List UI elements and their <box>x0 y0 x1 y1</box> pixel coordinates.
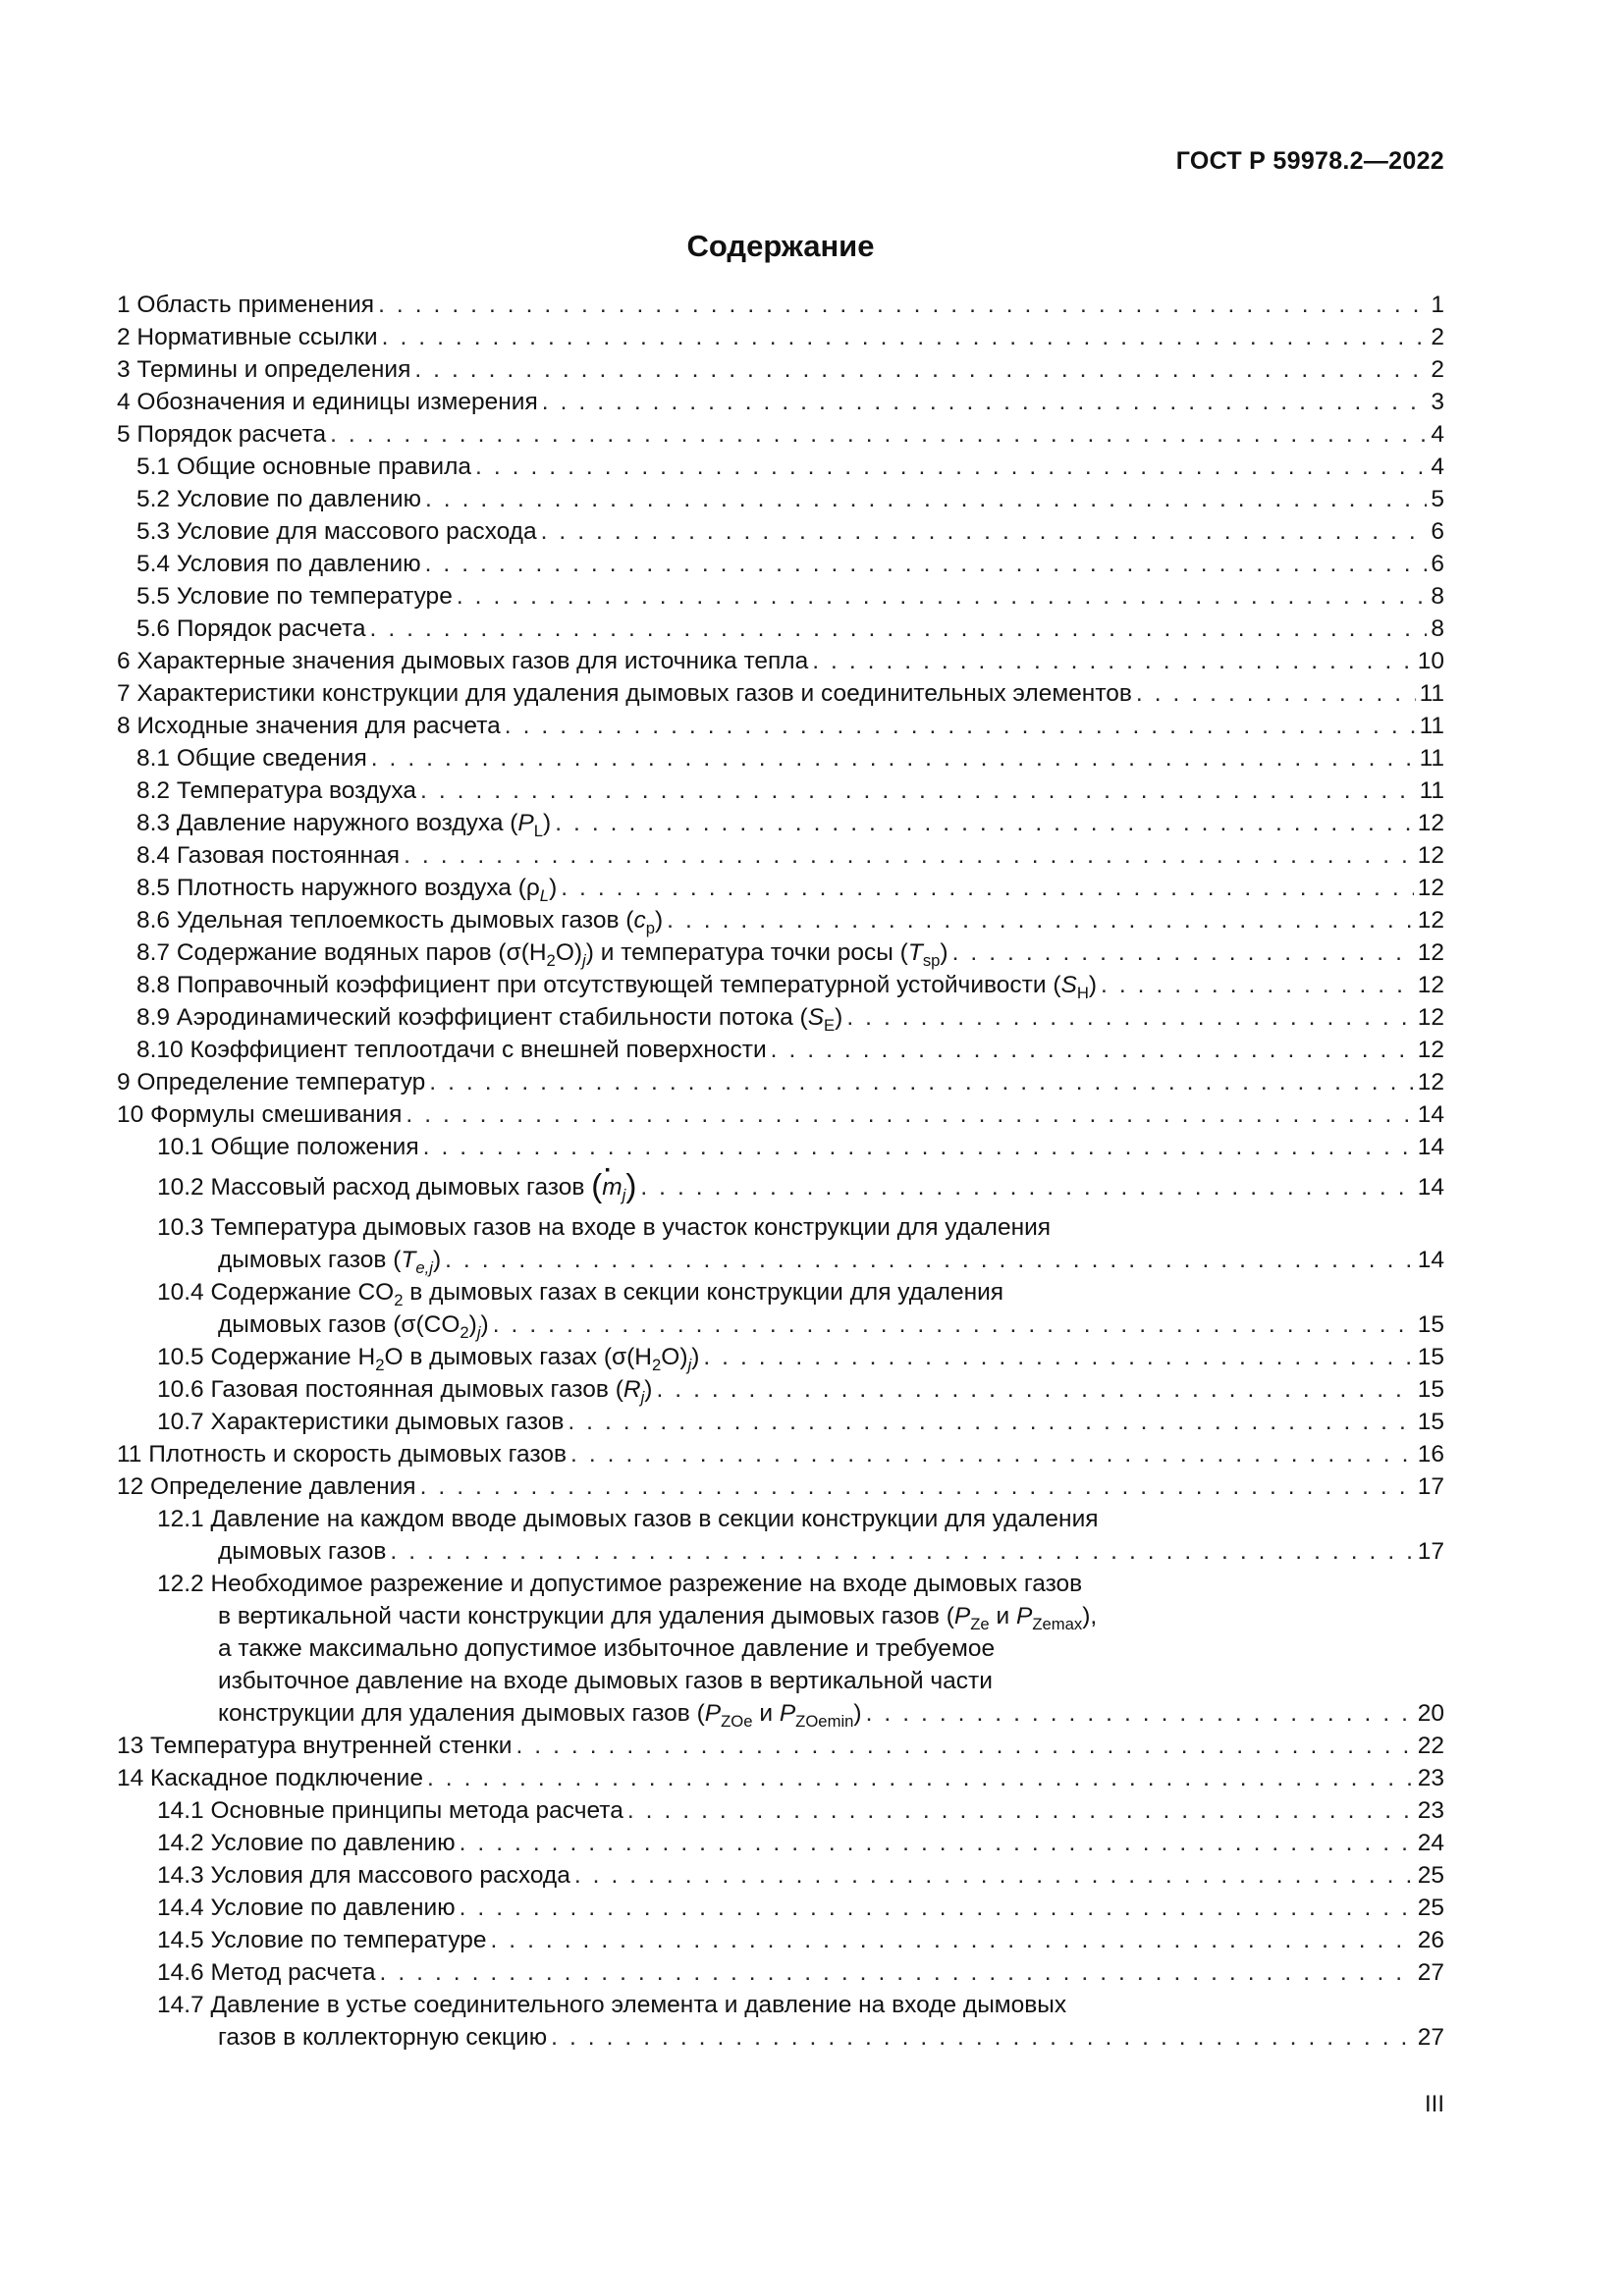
toc-entry[interactable]: 8 Исходные значения для расчета . . . 11 <box>117 710 1444 742</box>
toc-entry[interactable]: 13 Температура внутренней стенки . . . 22 <box>117 1730 1444 1762</box>
toc-entry[interactable]: 8.10 Коэффициент теплоотдачи с внешней поверхности . . . 12 <box>117 1034 1444 1066</box>
document-code: ГОСТ Р 59978.2—2022 <box>1175 147 1444 175</box>
toc-entry[interactable]: 10.1 Общие положения . . . 14 <box>117 1131 1444 1163</box>
toc-entry[interactable]: 10.6 Газовая постоянная дымовых газов $(R_j)$ . . . 15 <box>117 1373 1444 1406</box>
toc-entry[interactable]: 9 Определение температур . . . 12 <box>117 1066 1444 1098</box>
toc-entry[interactable]: дымовых газов $(T_{e,j})$ . . . 14 <box>117 1244 1444 1276</box>
table-of-contents <box>117 289 1444 2054</box>
toc-entry[interactable]: 12 Определение давления . . . 17 <box>117 1470 1444 1503</box>
toc-entry[interactable]: 11 Плотность и скорость дымовых газов . . . 16 <box>117 1438 1444 1470</box>
toc-entry[interactable]: 2 Нормативные ссылки . . . 2 <box>117 321 1444 353</box>
toc-entry[interactable]: 8.3 Давление наружного воздуха $(P_L)$ . . . 12 <box>117 807 1444 839</box>
toc-entry[interactable]: 8.2 Температура воздуха . . . 11 <box>117 774 1444 807</box>
toc-entry[interactable]: 14.5 Условие по температуре . . . 26 <box>117 1924 1444 1956</box>
toc-entry[interactable]: 10.7 Характеристики дымовых газов . . . 15 <box>117 1406 1444 1438</box>
toc-entry[interactable]: 8.5 Плотность наружного воздуха $(\rho_L)$ . . . 12 <box>117 872 1444 904</box>
toc-entry-line[interactable]: избыточное давление на входе дымовых газов в вертикальной части <box>218 1668 993 1694</box>
toc-entry[interactable]: 1 Область применения . . . 1 <box>117 289 1444 321</box>
toc-entry[interactable]: 8.8 Поправочный коэффициент при отсутствующей температурной устойчивости $(S_H)$ . . . 12 <box>117 969 1444 1001</box>
toc-entry[interactable]: 14.2 Условие по давлению . . . 24 <box>117 1827 1444 1859</box>
toc-entry[interactable]: 5.2 Условие по давлению . . . 5 <box>117 483 1444 515</box>
toc-entry[interactable]: 8.7 Содержание водяных паров $(\sigma(H_2O)_j)$ и температура точки росы $(T_{sp})$ . . . 12 <box>117 936 1444 969</box>
toc-entry-line[interactable]: в вертикальной части конструкции для удаления дымовых газов ($P_{Ze}$ и $P_{Zemax}$), <box>218 1603 1098 1633</box>
page-number: III <box>1424 2091 1444 2117</box>
toc-entry[interactable]: 14.6 Метод расчета . . . 27 <box>117 1956 1444 1989</box>
toc-entry[interactable]: 4 Обозначения и единицы измерения . . . 3 <box>117 386 1444 418</box>
toc-entry[interactable]: 8.1 Общие сведения . . . 11 <box>117 742 1444 774</box>
toc-entry[interactable]: 5.5 Условие по температуре . . . 8 <box>117 580 1444 613</box>
toc-entry[interactable]: 6 Характерные значения дымовых газов для источника тепла . . . 10 <box>117 645 1444 677</box>
toc-entry[interactable]: конструкции для удаления дымовых газов ($P_{ZOe}$ и $P_{ZOemin}$) . . . 20 <box>117 1697 1444 1730</box>
toc-entry[interactable]: 14.3 Условия для массового расхода . . . 25 <box>117 1859 1444 1892</box>
toc-entry[interactable]: 14.4 Условие по давлению . . . 25 <box>117 1892 1444 1924</box>
toc-entry[interactable]: 10.2 Массовый расход дымовых газов (· $m_j$) . . . 14 <box>117 1171 1444 1203</box>
toc-entry[interactable]: 3 Термины и определения . . . 2 <box>117 353 1444 386</box>
toc-entry[interactable]: 5.1 Общие основные правила . . . 4 <box>117 451 1444 483</box>
toc-entry[interactable]: 5.6 Порядок расчета . . . 8 <box>117 613 1444 645</box>
toc-entry[interactable]: 5.3 Условие для массового расхода . . . 6 <box>117 515 1444 548</box>
toc-entry[interactable]: 5.4 Условия по давлению . . . 6 <box>117 548 1444 580</box>
toc-entry[interactable]: 8.4 Газовая постоянная . . . 12 <box>117 839 1444 872</box>
toc-entry-line[interactable]: 10.3 Температура дымовых газов на входе в участок конструкции для удаления <box>157 1214 1052 1241</box>
toc-entry[interactable]: 10.5 Содержание $H_2O$ в дымовых газах $(\sigma(H_2O)_j)$ . . . 15 <box>117 1341 1444 1373</box>
toc-entry[interactable]: 8.6 Удельная теплоемкость дымовых газов $(c_p)$ . . . 12 <box>117 904 1444 936</box>
toc-entry[interactable]: 14.1 Основные принципы метода расчета . . . 23 <box>117 1794 1444 1827</box>
toc-entry[interactable]: 14 Каскадное подключение . . . 23 <box>117 1762 1444 1794</box>
toc-entry-line[interactable]: а также максимально допустимое избыточное давление и требуемое <box>218 1635 996 1662</box>
toc-entry[interactable]: дымовых газов $(\sigma(CO_2)_j)$ . . . 15 <box>117 1308 1444 1341</box>
toc-entry[interactable]: 10 Формулы смешивания . . . 14 <box>117 1098 1444 1131</box>
toc-entry-line[interactable]: 12.2 Необходимое разрежение и допустимое разрежение на входе дымовых газов <box>157 1571 1083 1597</box>
toc-entry-line[interactable]: 10.4 Содержание $CO_2$ в дымовых газах в секции конструкции для удаления <box>157 1279 1004 1309</box>
toc-entry[interactable]: газов в коллекторную секцию . . . 27 <box>117 2021 1444 2054</box>
toc-entry[interactable]: 8.9 Аэродинамический коэффициент стабильности потока $(S_E)$ . . . 12 <box>117 1001 1444 1034</box>
page-title: Содержание <box>686 229 875 263</box>
toc-entry-line[interactable]: 14.7 Давление в устье соединительного элемента и давление на входе дымовых <box>157 1992 1067 2018</box>
toc-entry[interactable]: дымовых газов . . . 17 <box>117 1535 1444 1568</box>
toc-entry[interactable]: 5 Порядок расчета . . . 4 <box>117 418 1444 451</box>
toc-entry-line[interactable]: 12.1 Давление на каждом вводе дымовых газов в секции конструкции для удаления <box>157 1506 1099 1532</box>
toc-entry[interactable]: 7 Характеристики конструкции для удаления дымовых газов и соединительных элементов . . . 11 <box>117 677 1444 710</box>
